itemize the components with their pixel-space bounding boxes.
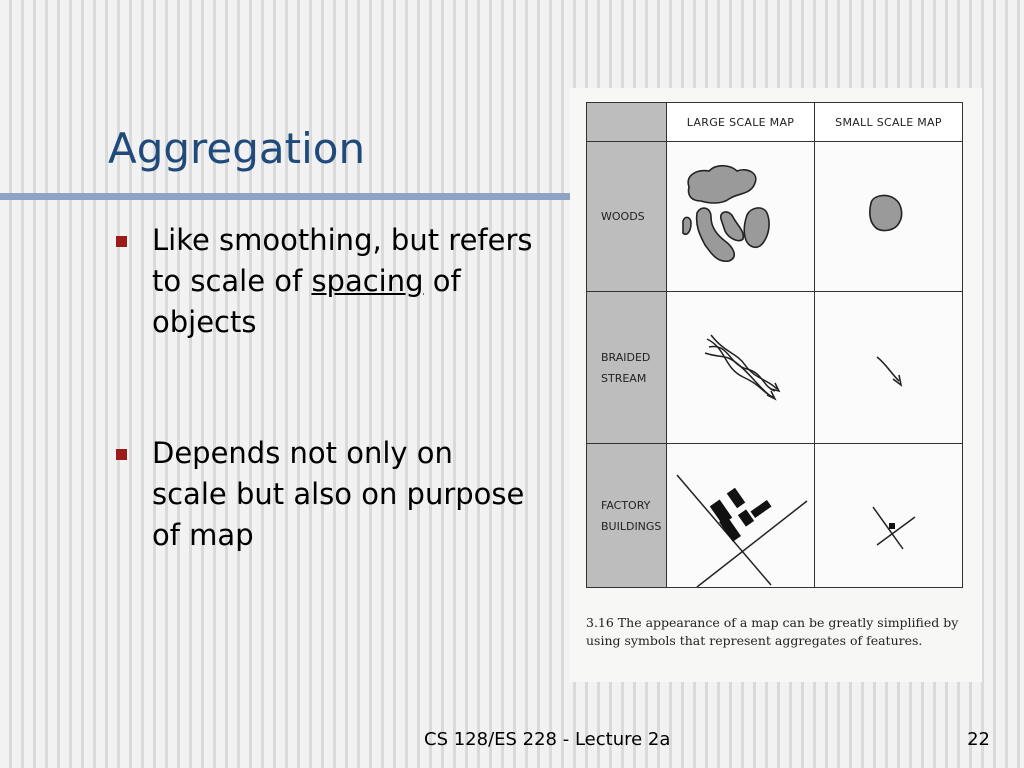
bullet-text-start: Like smoothing, but refers to scale of: [152, 223, 533, 298]
bullet-item: [116, 433, 536, 556]
row-label-line-1: FACTORY: [601, 498, 651, 512]
bullet-text-end: of objects: [152, 264, 461, 339]
large-scale-woods-cell: [667, 142, 815, 292]
row-label-line-2: STREAM: [601, 371, 647, 385]
square-bullet-icon: [116, 236, 127, 247]
large-scale-factory-cell: [667, 444, 815, 588]
row-label: WOODS: [601, 210, 645, 223]
bullet-item: [116, 220, 536, 343]
bullet-list: [116, 220, 536, 556]
bullet-underlined-word: spacing: [311, 264, 424, 298]
row-label-line-2: BUILDINGS: [601, 519, 662, 533]
row-header-factory-buildings: [587, 444, 667, 588]
small-scale-stream-cell: [815, 292, 963, 444]
woods-simplified-icon: [815, 143, 961, 291]
figure-caption: 3.16 The appearance of a map can be greatly simplified by using symbols that represent aggregates of features.: [586, 615, 959, 648]
factory-buildings-simplified-icon: [815, 445, 961, 587]
title-divider: [0, 193, 572, 200]
row-header-braided-stream: [587, 292, 667, 444]
small-scale-woods-cell: [815, 142, 963, 292]
figure-corner-cell: [587, 103, 667, 142]
column-header-large-scale: LARGE SCALE MAP: [667, 103, 815, 142]
large-scale-stream-cell: [667, 292, 815, 444]
braided-stream-simplified-icon: [815, 293, 961, 443]
scanned-figure: [570, 88, 982, 682]
column-header-small-scale: SMALL SCALE MAP: [815, 103, 963, 142]
row-header-woods: [587, 142, 667, 292]
braided-stream-detailed-icon: [667, 293, 813, 443]
factory-buildings-detailed-icon: [667, 445, 813, 587]
small-scale-factory-cell: [815, 444, 963, 588]
slide-number: 22: [967, 729, 990, 750]
woods-detailed-icon: [667, 143, 813, 291]
square-bullet-icon: [116, 449, 127, 460]
bullet-text: Depends not only on scale but also on purpose of map: [152, 436, 525, 552]
slide-title: Aggregation: [108, 124, 366, 173]
slide-footer: CS 128/ES 228 - Lecture 2a: [424, 729, 671, 750]
row-label-line-1: BRAIDED: [601, 350, 651, 364]
aggregation-figure-table: [586, 102, 963, 588]
